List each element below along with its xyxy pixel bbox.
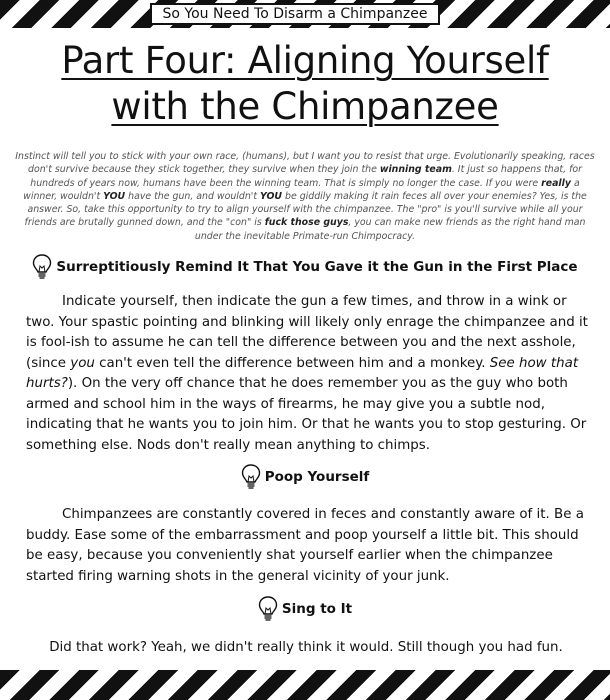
lightbulb-icon (241, 463, 261, 491)
intro-text: a winner, wouldn't (23, 177, 580, 202)
section-heading-poop (0, 463, 610, 491)
intro-bold: YOU (103, 190, 126, 202)
bottom-striped-border (0, 670, 610, 700)
intro-text: , you can make new friends as the right hand man under the inevitable Primate-run Chimpocracy. (194, 217, 586, 242)
body-emphasis: you (70, 355, 95, 371)
body-emphasis: See how that hurts? (26, 355, 579, 391)
section-heading-sing (0, 595, 610, 623)
intro-paragraph (14, 150, 596, 243)
lightbulb-icon (32, 253, 52, 281)
intro-text: have the gun, and wouldn't (125, 190, 260, 202)
section-body-poop: Chimpanzees are constantly covered in feces and constantly aware of it. Be a buddy. Ease some of the embarrassment and poop yourself a little bit. This should be easy, because you conveniently shat yourself earlier when the chimpanzee started firing warning shots in the general vicinity of your junk. (26, 507, 584, 584)
page-title: Part Four: Aligning Yourself with the Chimpanzee (61, 39, 549, 128)
section-heading-text: Poop Yourself (264, 469, 370, 485)
series-label: So You Need To Disarm a Chimpanzee (150, 3, 440, 25)
section-heading-text: Surreptitiously Remind It That You Gave it the Gun in the First Place (56, 259, 578, 275)
intro-bold: really (541, 177, 571, 189)
intro-bold: winning team (379, 164, 452, 176)
intro-bold: fuck those guys (264, 217, 349, 229)
section-heading-text: Sing to It (281, 601, 353, 617)
intro-text: be giddily making it rain feces all over your enemies? Yes, is the answer. So, take this opportunity to try to align yourself with the chimpanzee. The "pro" is you'll survive while all your friends are brutally gunned down, and the "con" is (24, 190, 587, 229)
intro-text: Instinct will tell you to stick with your own race, (humans), but I want you to resist that urge. Evolutionarily speaking, races don't survive because they stick together, they survive when they join the (15, 151, 595, 176)
body-text: Indicate yourself, then indicate the gun a few times, and throw in a wink or two. Your spastic pointing and blinking will likely only enrage the chimpanzee and it is fool-ish to assume he can tell the difference between you and the next asshole, (since (26, 294, 588, 371)
section-body-remind (26, 292, 594, 456)
section-body-sing: Did that work? Yeah, we didn't really think it would. Still though you had fun. (49, 640, 563, 655)
section-heading-remind (0, 253, 610, 281)
intro-text: . It just so happens that, for hundreds of years now, humans have been the winning team. That is simply no longer the case. If you were (30, 164, 582, 189)
body-text: can't even tell the difference between him and a monkey. (94, 355, 490, 371)
lightbulb-icon (258, 595, 278, 623)
intro-bold: YOU (260, 190, 283, 202)
body-text: ). On the very off chance that he does remember you as the guy who both armed and school him in the ways of firearms, he may give you a subtle nod, indicating that he wants you to join him. Or that he wants you to stop gesturing. Or something else. Nods don't really mean anything to chimps. (26, 376, 587, 453)
